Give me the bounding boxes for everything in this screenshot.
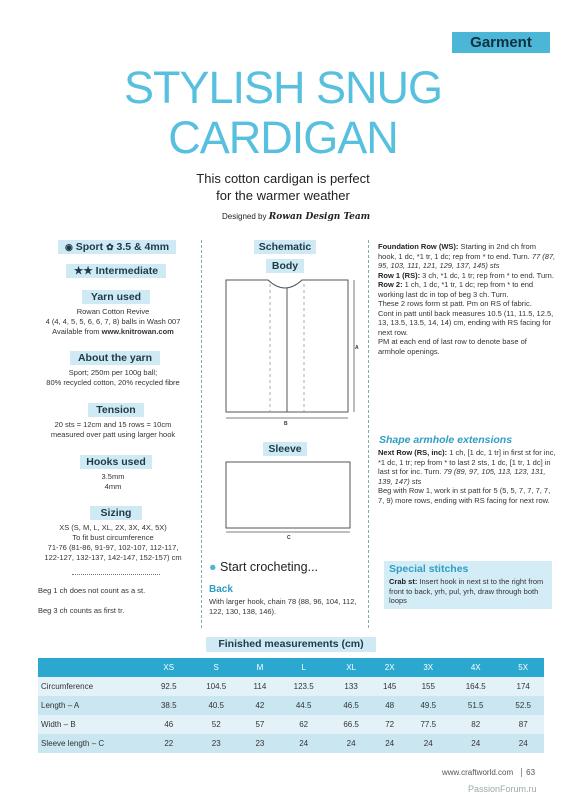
table-row: Width – B 46 52 57 62 66.5 72 77.5 82 87 — [38, 715, 544, 734]
watermark: PassionForum.ru — [468, 784, 537, 794]
divider-dotted — [72, 574, 160, 575]
table-row: Length – A 38.5 40.5 42 44.5 46.5 48 49.5 51.5 52.5 — [38, 696, 544, 715]
body-heading: Body — [266, 259, 304, 273]
label-c: C — [287, 535, 291, 541]
label-b: B — [284, 421, 288, 427]
page-footer — [442, 768, 535, 777]
designer-credit: Designed by Rowan Design Team — [222, 212, 371, 222]
yarn-weight-hook-box — [58, 240, 176, 254]
footer-site-link[interactable]: www.craftworld.com — [442, 768, 514, 777]
note-beg-1ch: Beg 1 ch does not count as a st. — [38, 586, 146, 595]
title-line-2: CARDIGAN — [168, 112, 398, 163]
back-text: With larger hook, chain 78 (88, 96, 104, 112, 122, 130, 138, 146). — [209, 597, 357, 616]
level-box — [66, 264, 166, 278]
table-row: Sleeve length – C 22 23 23 24 24 24 24 24 24 — [38, 734, 544, 753]
yarn-ball-icon: ◉ — [64, 242, 73, 252]
tension-heading: Tension — [88, 403, 144, 417]
table-header-row: XS S M L XL 2X 3X 4X 5X — [38, 658, 544, 677]
stars-icon: ★★ — [73, 265, 93, 277]
title-line-1: STYLISH SNUG — [123, 62, 443, 113]
armhole-text: Next Row (RS, inc): 1 ch, [1 dc, 1 tr] in first st for inc, *1 dc, 1 tr; rep from * to last 2 sts, 1 dc, [1 tr, 1 dc] in last st for inc. Turn. 79 (89, 97, 105, 113, 123, 131, 139, 147) sts Beg with Row 1, work in st patt for 5 (5, 5, 7, 7, 7, 7, 7, 9) more rows, ending with RS facing for next row. — [378, 448, 556, 505]
yarn-used-text: Rowan Cotton Revive 4 (4, 4, 5, 5, 6, 6, 7, 8) balls in Wash 007 Available from www.knitrowan.com — [45, 307, 181, 336]
sleeve-outline — [226, 462, 350, 528]
section-tag: Garment — [452, 32, 550, 53]
hook-size-label: 3.5 & 4mm — [116, 241, 170, 253]
tension-text: 20 sts = 12cm and 15 rows = 10cm measured over patt using larger hook — [50, 420, 176, 439]
body-schematic — [218, 270, 366, 430]
sleeve-heading: Sleeve — [263, 442, 307, 456]
rowan-link[interactable]: www.knitrowan.com — [101, 327, 174, 336]
column-divider-right — [368, 240, 369, 628]
back-heading: Back — [209, 584, 233, 595]
about-yarn-heading: About the yarn — [70, 351, 160, 365]
about-yarn-text: Sport; 250m per 100g ball; 80% recycled cotton, 20% recycled fibre — [46, 368, 180, 387]
column-divider-left — [201, 240, 202, 628]
sizing-heading: Sizing — [90, 506, 142, 520]
bullet-dot-icon: ● — [209, 560, 217, 574]
schematic-heading: Schematic — [254, 240, 316, 254]
pattern-rows-text: Foundation Row (WS): Starting in 2nd ch from hook, 1 dc, *1 tr, 1 dc; rep from * to end. Turn. 77 (87, 95, 103, 111, 121, 129, 137, 145) sts Row 1 (RS): 3 ch, *1 dc, 1 tr; rep from * to end. Turn. Row 2: 1 ch, 1 dc, *1 tr, 1 dc; rep from * to end working last dc in top of beg 3 ch. Turn. These 2 rows form st patt. Pm on RS of fabric. Cont in patt until back measures 10.5 (11, 11.5, 12.5, 13, 13.5, 13.5, 14, 14) cm, ending with RS facing for next row. PM at each end of last row to denote base of armhole openings. — [378, 242, 556, 356]
level-label: Intermediate — [95, 265, 159, 277]
special-stitches-heading: Special stitches — [389, 563, 469, 575]
hook-icon: ✿ — [106, 242, 114, 252]
start-crocheting: ● Start crocheting... — [209, 560, 319, 574]
table-row: Circumference 92.5 104.5 114 123.5 133 145 155 164.5 174 — [38, 677, 544, 696]
yarn-used-heading: Yarn used — [82, 290, 150, 304]
special-stitches-text: Crab st: Insert hook in next st to the right from front to back, yrh, pul, yrh, draw through both loops — [389, 577, 544, 605]
sleeve-schematic — [218, 456, 366, 542]
sizing-text: XS (S, M, L, XL, 2X, 3X, 4X, 5X) To fit bust circumference 71-76 (81-86, 91-97, 102-107, 112-117, 122-127, 132-137, 142-147, 152-157) cm — [44, 523, 182, 562]
hooks-used-text: 3.5mm 4mm — [101, 472, 125, 491]
armhole-heading: Shape armhole extensions — [379, 434, 513, 446]
subtitle-line-2: for the warmer weather — [216, 188, 350, 203]
yarn-weight-label: Sport — [75, 241, 104, 253]
measurements-heading: Finished measurements (cm) — [206, 637, 376, 652]
hooks-used-heading: Hooks used — [80, 455, 152, 469]
page-number: 63 — [521, 768, 535, 777]
measurements-table — [38, 658, 544, 753]
label-a: A — [355, 345, 359, 351]
subtitle-line-1: This cotton cardigan is perfect — [196, 171, 370, 186]
note-beg-3ch: Beg 3 ch counts as first tr. — [38, 606, 125, 615]
